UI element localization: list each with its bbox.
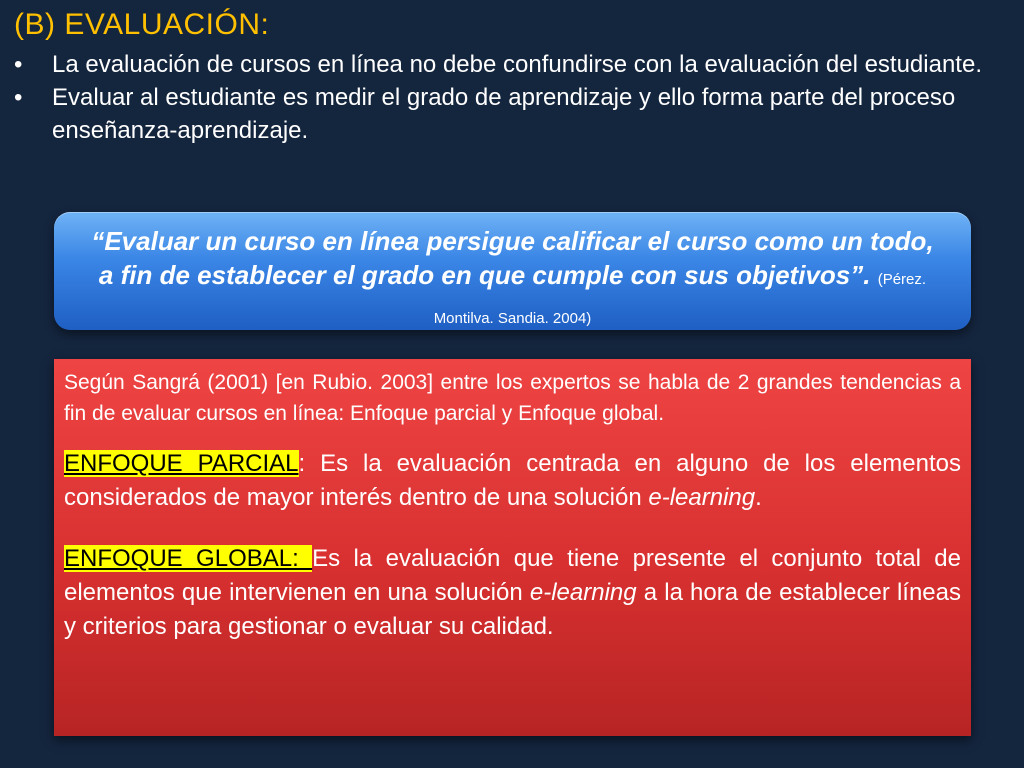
bullet-list <box>14 48 1014 147</box>
enfoque-parcial-text: : Es la evaluación centrada en alguno de los elementos considerados de mayor interés dentro de una solución <box>64 450 961 511</box>
bullet-item <box>14 48 1014 81</box>
quote-box <box>54 212 971 330</box>
enfoque-global-label: ENFOQUE GLOBAL: <box>64 545 313 572</box>
quote-citation: (Pérez. Montilva. Sandia. 2004) <box>433 271 927 327</box>
enfoque-global-italic: e-learning <box>529 579 637 606</box>
approaches-box <box>54 359 971 736</box>
bullet-dot: • <box>14 51 23 78</box>
intro-paragraph: Según Sangrá (2001) [en Rubio. 2003] entre los expertos se habla de 2 grandes tendencias a fin de evaluar cursos en línea: Enfoque parcial y Enfoque global. <box>64 371 961 425</box>
enfoque-global-text: Es la evaluación que tiene presente el conjunto total de elementos que intervienen en una solución <box>64 545 961 606</box>
enfoque-global-paragraph <box>64 542 961 644</box>
enfoque-parcial-label: ENFOQUE PARCIAL <box>64 450 299 477</box>
bullet-item <box>14 81 1014 147</box>
enfoque-parcial-paragraph <box>64 447 961 515</box>
enfoque-parcial-italic: e-learning <box>648 484 756 511</box>
bullet-dot: • <box>14 84 23 111</box>
quote-text: “Evaluar un curso en línea persigue calificar el curso como un todo, a fin de establecer el grado en que cumple con sus objetivos”. <box>91 226 934 290</box>
bullet-text: Evaluar al estudiante es medir el grado de aprendizaje y ello forma parte del proceso enseñanza-aprendizaje. <box>52 84 956 144</box>
bullet-text: La evaluación de cursos en línea no debe confundirse con la evaluación del estudiante. <box>52 51 982 78</box>
enfoque-global-end: a la hora de establecer líneas y criterios para gestionar o evaluar su calidad. <box>64 579 962 640</box>
enfoque-parcial-end: . <box>755 484 762 511</box>
slide-title: (B) EVALUACIÓN: <box>14 8 270 41</box>
